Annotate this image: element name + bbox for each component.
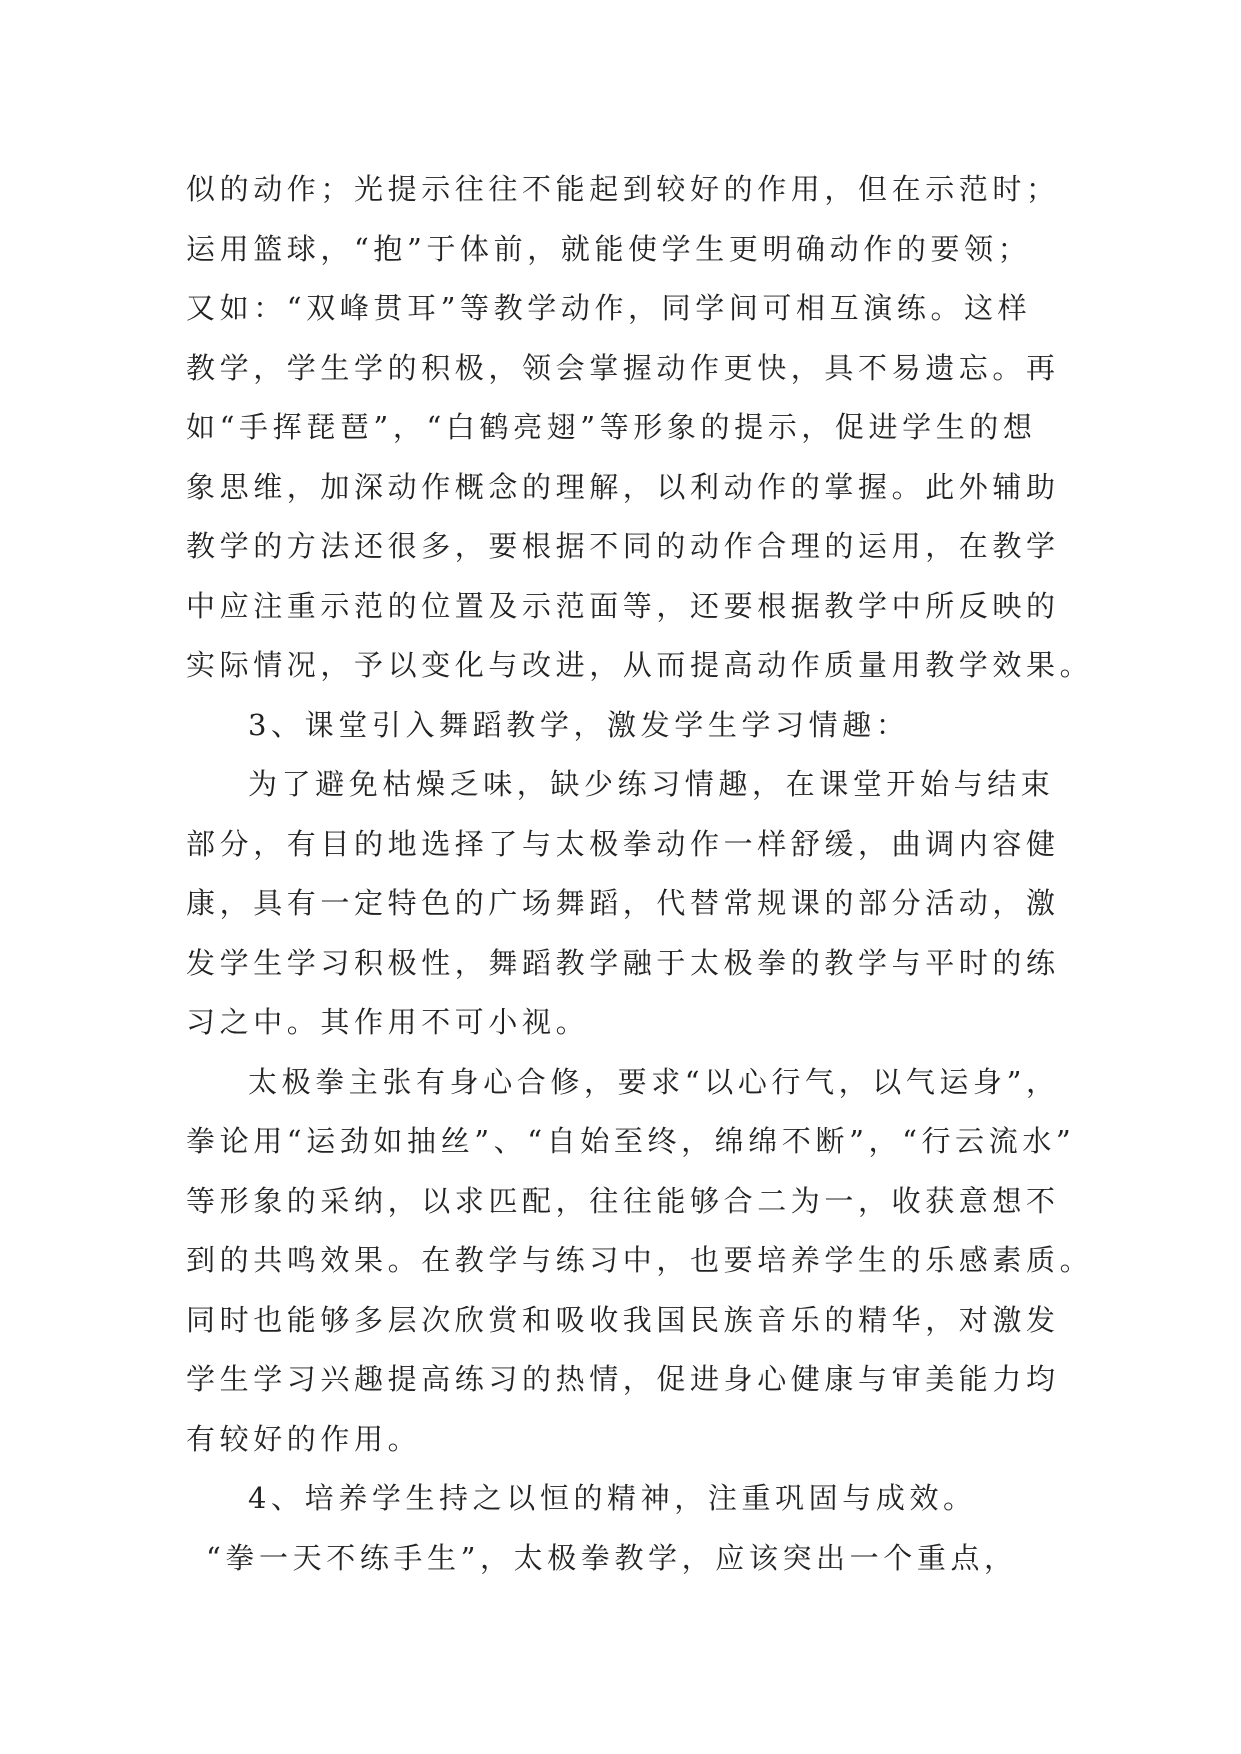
text-line: 象思维，加深动作概念的理解，以利动作的掌握。此外辅助 [186,469,1060,504]
body-text [186,160,1094,1588]
text-line: 同时也能够多层次欣赏和吸收我国民族音乐的精华，对激发 [186,1302,1060,1337]
text-line: 等形象的采纳，以求匹配，往往能够合二为一，收获意想不 [186,1183,1060,1218]
text-line: 又如：“双峰贯耳”等教学动作，同学间可相互演练。这样 [186,291,1032,325]
text-line: 运用篮球，“抱”于体前，就能使学生更明确动作的要领； [186,231,1032,266]
text-line: 康，具有一定特色的广场舞蹈，代替常规课的部分活动，激 [186,886,1060,920]
text-line: 为了避免枯燥乏味，缺少练习情趣，在课堂开始与结束 [248,767,1055,801]
text-line: 到的共鸣效果。在教学与练习中，也要培养学生的乐感素质。 [186,1243,1094,1277]
section-heading: 3、课堂引入舞蹈教学，激发学生学习情趣： [248,707,910,742]
text-line: 实际情况，予以变化与改进，从而提高动作质量用教学效果。 [186,648,1094,682]
text-line: 部分，有目的地选择了与太极拳动作一样舒缓，曲调内容健 [186,826,1060,861]
text-line: “拳一天不练手生”，太极拳教学，应该突出一个重点， [206,1540,1018,1575]
text-line: 太极拳主张有身心合修，要求“以心行气，以气运身”， [248,1064,1060,1099]
text-line: 似的动作；光提示往往不能起到较好的作用，但在示范时； [186,172,1060,206]
text-line: 发学生学习积极性，舞蹈教学融于太极拳的教学与平时的练 [186,945,1060,980]
text-line: 如“手挥琵琶”，“白鹤亮翅”等形象的提示，促进学生的想 [186,410,1037,444]
text-line: 教学，学生学的积极，领会掌握动作更快，具不易遗忘。再 [186,350,1060,385]
section-heading: 4、培养学生持之以恒的精神，注重巩固与成效。 [248,1481,977,1515]
text-line: 中应注重示范的位置及示范面等，还要根据教学中所反映的 [186,588,1060,623]
text-line: 拳论用“运劲如抽丝”、“自始至终，绵绵不断”，“行云流水” [186,1124,1076,1158]
text-line: 学生学习兴趣提高练习的热情，促进身心健康与审美能力均 [186,1362,1060,1396]
text-line: 习之中。其作用不可小视。 [186,1005,590,1039]
text-line: 教学的方法还很多，要根据不同的动作合理的运用，在教学 [186,529,1060,563]
text-line: 有较好的作用。 [186,1421,422,1456]
